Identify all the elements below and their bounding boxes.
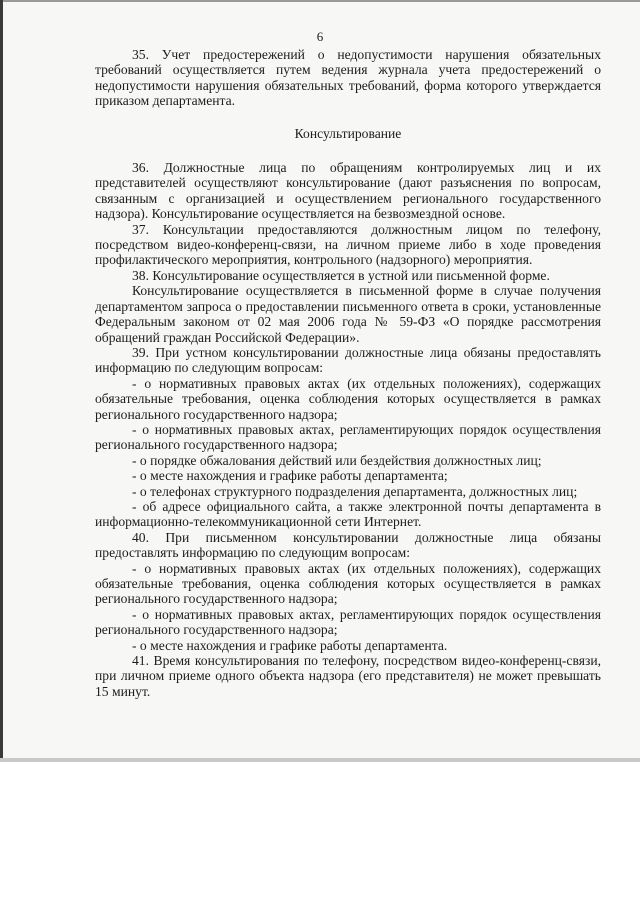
list-item-39-1: - о нормативных правовых актах (их отдельных положениях), содержащих обязательные требования, оценка соблюдения которых осуществляется в рамках регионального государственного надзора;	[95, 375, 601, 422]
list-item-39-5: - о телефонах структурного подразделения департамента, должностных лиц;	[132, 483, 578, 499]
scan-edge-top	[0, 0, 640, 2]
document-body	[95, 47, 601, 699]
list-item-39-4: - о месте нахождения и графике работы департамента;	[132, 468, 448, 484]
list-item-40-3: - о месте нахождения и графике работы департамента.	[132, 637, 448, 653]
page-number: 6	[316, 29, 324, 44]
paragraph-37: 37. Консультации предоставляются должностным лицом по телефону, посредством видео-конференц-связи, на личном приеме либо в ходе проведения профилактического мероприятия, контрольного (надзорного) мероприятия.	[95, 221, 601, 268]
blank-area	[0, 762, 640, 905]
paragraph-36: 36. Должностные лица по обращениям контролируемых лиц и их представителей осуществляют консультирование (дают разъяснения по вопросам, связанным с организацией и осуществлением регионального государственного надзора). Консультирование осуществляется на безвозмездной основе.	[95, 160, 601, 222]
paragraph-39: 39. При устном консультировании должностные лица обязаны предоставлять информацию по следующим вопросам:	[95, 344, 601, 376]
list-item-39-2: - о нормативных правовых актах, регламентирующих порядок осуществления регионального государственного надзора;	[95, 421, 601, 453]
paragraph-38-written: Консультирование осуществляется в письменной форме в случае получения департаментом запроса о предоставлении письменного ответа в сроки, установленные Федеральным законом от 02 мая 2006 года № 59-ФЗ «О порядке рассмотрения обращений граждан Российской Федерации».	[95, 283, 601, 345]
paragraph-41: 41. Время консультирования по телефону, посредством видео-конференц-связи, при личном приеме одного объекта надзора (его представителя) не может превышать 15 минут.	[95, 653, 601, 699]
paragraph-38: 38. Консультирование осуществляется в устной или письменной форме.	[132, 267, 550, 283]
paragraph-35: 35. Учет предостережений о недопустимости нарушения обязательных требований осуществляется путем ведения журнала учета предостережений о недопустимости нарушения обязательных требований, форма которого утверждается приказом департамента.	[95, 47, 601, 109]
section-heading: Консультирование	[294, 125, 402, 141]
list-item-39-6: - об адресе официального сайта, а также электронной почты департамента в информационно-телекоммуникационной сети Интернет.	[95, 498, 601, 530]
paragraph-40: 40. При письменном консультировании должностные лица обязаны предоставлять информацию по следующим вопросам:	[95, 529, 601, 561]
list-item-40-2: - о нормативных правовых актах, регламентирующих порядок осуществления регионального государственного надзора;	[95, 606, 601, 638]
scan-edge-left	[0, 0, 3, 762]
list-item-40-1: - о нормативных правовых актах (их отдельных положениях), содержащих обязательные требования, оценка соблюдения которых осуществляется в рамках регионального государственного надзора;	[95, 560, 601, 607]
list-item-39-3: - о порядке обжалования действий или бездействия должностных лиц;	[132, 452, 542, 468]
